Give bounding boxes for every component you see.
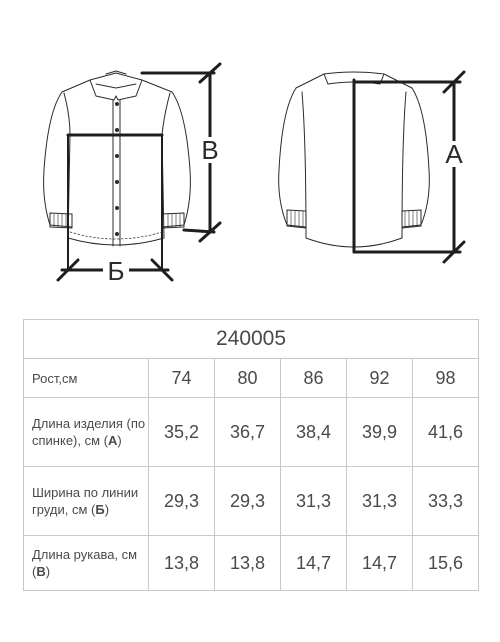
table-cell: 36,7 [215,398,281,467]
row-label-chest: Ширина по линии груди, см (Б) [24,467,149,536]
dimension-lines [58,64,464,280]
size-98: 98 [413,359,479,398]
shirt-buttons [115,102,119,236]
dim-letter-b: Б [107,256,125,286]
table-cell: 35,2 [149,398,215,467]
table-cell: 13,8 [149,536,215,591]
dim-letter-a: А [445,139,463,169]
article-number: 240005 [24,320,479,359]
table-cell: 31,3 [281,467,347,536]
table-row-sleeve [24,536,479,591]
table-cell: 39,9 [347,398,413,467]
size-74: 74 [149,359,215,398]
row-label-sleeve: Длина рукава, см (В) [24,536,149,591]
height-label: Рост,см [24,359,149,398]
shirt-front-sketch [44,71,191,246]
garment-diagram [0,0,500,300]
size-92: 92 [347,359,413,398]
table-cell: 38,4 [281,398,347,467]
table-cell: 15,6 [413,536,479,591]
table-cell: 41,6 [413,398,479,467]
row-label-length: Длина изделия (по спинке), см (А) [24,398,149,467]
table-cell: 14,7 [281,536,347,591]
table-cell: 29,3 [149,467,215,536]
size-86: 86 [281,359,347,398]
dim-letter-v: В [201,135,219,165]
size-80: 80 [215,359,281,398]
table-row-chest [24,467,479,536]
size-header-row [24,359,479,398]
table-cell: 31,3 [347,467,413,536]
table-row-length [24,398,479,467]
size-table [23,319,479,591]
table-cell: 33,3 [413,467,479,536]
table-cell: 13,8 [215,536,281,591]
table-cell: 14,7 [347,536,413,591]
table-cell: 29,3 [215,467,281,536]
